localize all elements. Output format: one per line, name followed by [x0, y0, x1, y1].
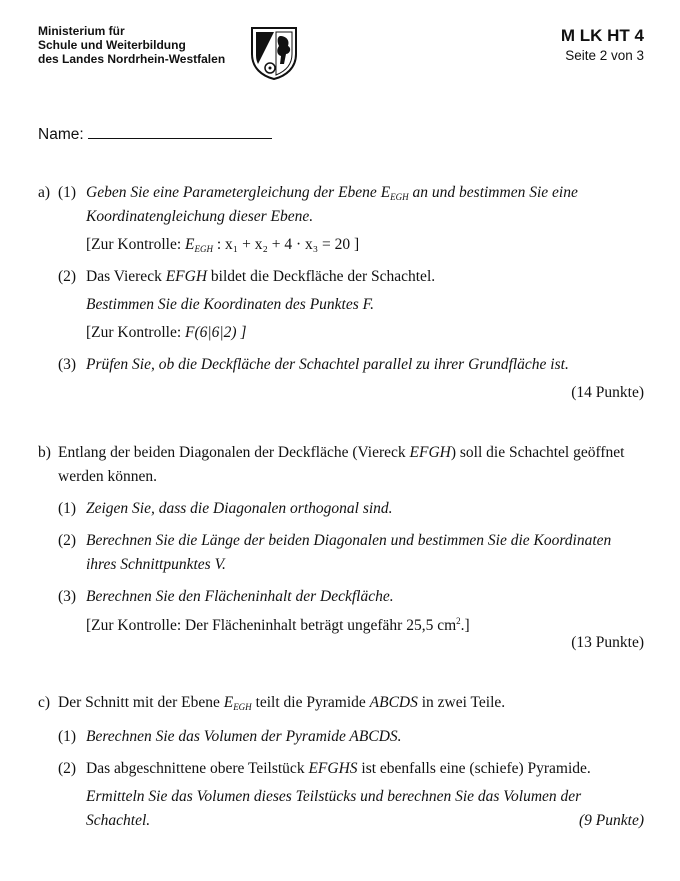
plane-e-egh-c: $E_{EGH}$ [223, 694, 252, 712]
part-c-label: c) [38, 694, 51, 711]
check-plane-e-egh: $E_{EGH}$ [185, 236, 213, 254]
part-c-intro: Der Schnitt mit der Ebene $E_{EGH}$ teilt die Pyramide ABCDS in zwei Teile. [58, 694, 506, 712]
part-b-points: (13 Punkte) [571, 634, 644, 651]
part-b1-line1: Zeigen Sie, dass die Diagonalen orthogonal sind. [86, 500, 393, 517]
part-a1-text [86, 184, 646, 202]
plane-e-egh: $E_{EGH}$ [380, 184, 409, 202]
part-b2-line1: Berechnen Sie die Länge der beiden Diagonalen und bestimmen Sie die Koordinaten [86, 532, 612, 549]
part-c2-number: (2) [58, 760, 77, 777]
part-c2-line3: Schachtel. [86, 812, 151, 829]
part-a1-check: [Zur Kontrolle: $E_{EGH}$ : x₁ + x₂ + 4 · x₃ = 20 ] [86, 236, 360, 254]
part-a1-number: (1) [58, 184, 77, 201]
check-equation: x₁ + x₂ + 4 · x₃ = 20 ] [225, 236, 360, 253]
part-a2-number: (2) [58, 268, 77, 285]
part-a1-line1-post: an und bestimmen Sie eine [412, 184, 578, 201]
ministry-line-3: des Landes Nordrhein-Westfalen [38, 52, 226, 66]
part-b-intro-line1: Entlang der beiden Diagonalen der Deckfläche (Viereck EFGH) soll die Schachtel geöffnet [58, 444, 625, 461]
part-a3-number: (3) [58, 356, 77, 373]
part-b3-check: [Zur Kontrolle: Der Flächeninhalt beträgt ungefähr 25,5 $cm^2$.] [86, 616, 470, 634]
nrw-coat-of-arms-logo [246, 24, 302, 80]
part-c2-line2: Ermitteln Sie das Volumen dieses Teilstücks und berechnen Sie das Volumen der [86, 788, 582, 805]
part-b1-number: (1) [58, 500, 77, 517]
page-number: Seite 2 von 3 [565, 48, 644, 63]
part-a2-check: [Zur Kontrolle: F(6|6|2) ] [86, 324, 247, 341]
part-c-points: (9 Punkte) [579, 812, 644, 829]
part-b-intro-line2: werden können. [58, 468, 157, 485]
part-a-label: a) [38, 184, 51, 201]
part-a2-line2: Bestimmen Sie die Koordinaten des Punktes F. [86, 296, 374, 313]
part-b2-line2: ihres Schnittpunktes V. [86, 556, 226, 573]
name-field [38, 124, 272, 144]
part-b3-number: (3) [58, 588, 77, 605]
part-b2-number: (2) [58, 532, 77, 549]
part-c1-number: (1) [58, 728, 77, 745]
part-a-points: (14 Punkte) [571, 384, 644, 401]
part-c1-line1: Berechnen Sie das Volumen der Pyramide ABCDS. [86, 728, 402, 745]
part-a1-line1-pre: Geben Sie eine Parametergleichung der Ebene [86, 184, 377, 201]
name-label: Name: [38, 126, 84, 143]
part-a1-line2: Koordinatengleichung dieser Ebene. [86, 208, 314, 225]
part-b3-line1: Berechnen Sie den Flächeninhalt der Deckfläche. [86, 588, 394, 605]
point-f-coords: F(6|6|2) ] [185, 324, 247, 341]
ministry-line-1: Ministerium für [38, 24, 125, 38]
ministry-line-2: Schule und Weiterbildung [38, 38, 186, 52]
part-a3-line1: Prüfen Sie, ob die Deckfläche der Schachtel parallel zu ihrer Grundfläche ist. [86, 356, 569, 373]
exam-code: M LK HT 4 [560, 26, 644, 45]
part-c2-line1: Das abgeschnittene obere Teilstück EFGHS ist ebenfalls eine (schiefe) Pyramide. [86, 760, 591, 777]
part-a2-line1: Das Viereck EFGH bildet die Deckfläche der Schachtel. [86, 268, 436, 285]
name-blank-line[interactable] [88, 124, 272, 139]
ministry-name [38, 24, 225, 66]
part-b-label: b) [38, 444, 51, 461]
